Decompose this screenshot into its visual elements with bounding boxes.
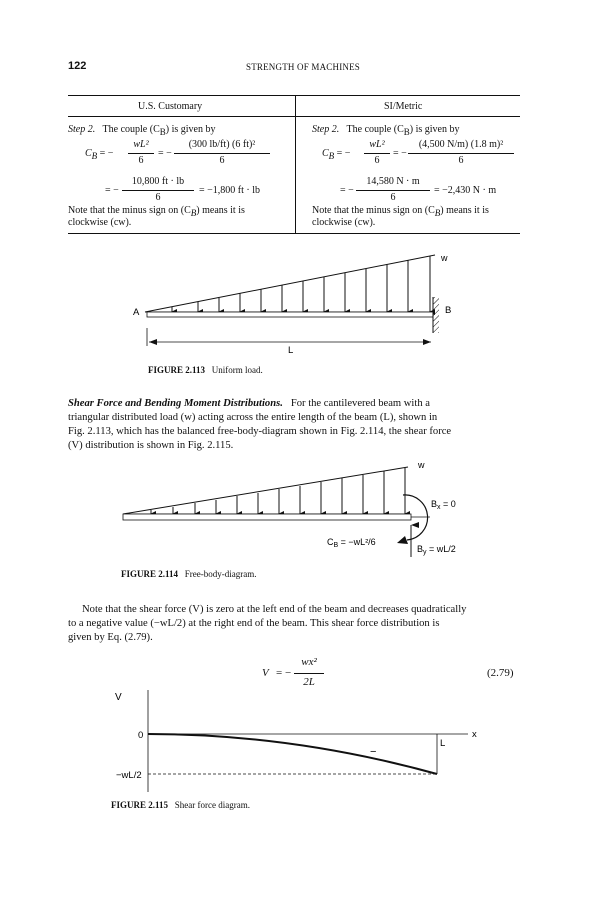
left-intro-text: The couple (C — [102, 124, 160, 135]
right-eq2: = − — [393, 148, 407, 159]
shear-line-3: given by Eq. (2.79). — [68, 632, 153, 643]
figure-2-114 — [0, 455, 600, 565]
fig115-caption — [111, 800, 250, 810]
left-lhs-sub: B — [91, 151, 98, 161]
left-note-sub: B — [190, 208, 197, 218]
fig114-bx-tail: = 0 — [440, 499, 456, 509]
wall-hatch — [433, 297, 439, 333]
running-title: STRENGTH OF MACHINES — [246, 62, 361, 72]
section-line-3: Fig. 2.113, which has the balanced free-body-diagram shown in Fig. 2.114, the shear force — [68, 426, 452, 437]
fbd-couple-arrowhead — [397, 536, 408, 544]
fig115-x-label: x — [472, 729, 477, 740]
eq-sign: = − — [276, 667, 292, 679]
section-line-1: For the cantilevered beam with a — [290, 398, 430, 409]
fig115-neg-label: −wL/2 — [116, 770, 142, 781]
left-intro-sub: B — [159, 127, 166, 137]
fig113-caption — [148, 365, 263, 375]
fig114-cb-label — [327, 537, 376, 549]
page-number: 122 — [68, 60, 87, 72]
left-result: = −1,800 ft · lb — [199, 185, 260, 196]
fig113-b-label: B — [445, 305, 452, 316]
section-line-2: triangular distributed load (w) acting across the entire length of the beam (L), shown in — [68, 412, 438, 423]
right-den2: 6 — [458, 155, 464, 166]
right-intro — [312, 124, 459, 137]
right-note-sub: B — [434, 208, 441, 218]
left-den3: 6 — [155, 192, 161, 203]
table-divider — [295, 96, 296, 233]
heading-si-metric: SI/Metric — [384, 101, 423, 112]
fig115-minus-sign: − — [370, 746, 377, 758]
right-step-label: Step 2. — [312, 124, 340, 135]
right-fracline1 — [364, 153, 390, 154]
fig115-caption-num: FIGURE 2.115 — [111, 800, 169, 810]
eq-den: 2L — [303, 676, 315, 688]
figure-2-113 — [0, 245, 600, 365]
left-den2: 6 — [219, 155, 225, 166]
shear-line-1: Note that the shear force (V) is zero at the left end of the beam and decreases quadratically — [82, 604, 467, 615]
right-result: = −2,430 N · m — [434, 185, 497, 196]
right-intro-sub: B — [403, 127, 410, 137]
fig113-a-label: A — [133, 307, 140, 318]
right-lhs-c: C — [322, 148, 329, 159]
section-heading: Shear Force and Bending Moment Distributions. — [68, 398, 283, 409]
fig114-cb-tail: = −wL²/6 — [338, 537, 376, 547]
fig114-cb-c: C — [327, 537, 334, 547]
right-fracline3 — [356, 190, 430, 191]
fig114-bx-sub: x — [437, 504, 441, 511]
fig114-by-b: B — [417, 544, 424, 554]
eq-fracline — [294, 673, 324, 674]
fig114-caption — [121, 569, 257, 579]
fig114-caption-num: FIGURE 2.114 — [121, 569, 179, 579]
fig113-caption-text: Uniform load. — [211, 365, 263, 375]
right-num3: 14,580 N · m — [366, 176, 420, 187]
section-paragraph — [68, 397, 520, 453]
fig113-w-label: w — [441, 253, 448, 263]
right-fracline2 — [408, 153, 514, 154]
fig113-l-label: L — [288, 345, 294, 356]
right-lhs — [322, 148, 350, 161]
left-eq3: = − — [105, 185, 119, 196]
left-num1: wL² — [133, 139, 149, 150]
left-fracline2 — [174, 153, 270, 154]
load-line — [145, 255, 435, 312]
left-eq2: = − — [158, 148, 172, 159]
right-note-line1: Note that the minus sign on (C — [312, 205, 435, 216]
left-eq1: = − — [99, 148, 114, 159]
right-den3: 6 — [390, 192, 396, 203]
left-lhs — [85, 148, 113, 161]
fig114-bx-b: B — [431, 499, 438, 509]
right-num1: wL² — [369, 139, 385, 150]
fig114-caption-text: Free-body-diagram. — [184, 569, 257, 579]
right-lhs-sub: B — [328, 151, 335, 161]
shear-paragraph — [68, 603, 520, 645]
fig114-cb-sub: B — [333, 542, 339, 549]
eq-num: wx² — [301, 656, 317, 668]
right-num2: (4,500 N/m) (1.8 m)² — [418, 139, 504, 150]
right-den1: 6 — [374, 155, 380, 166]
left-den1: 6 — [138, 155, 144, 166]
table-head-rule — [68, 116, 520, 117]
eq-number: (2.79) — [487, 667, 514, 679]
beam — [147, 312, 433, 317]
left-note-line2: clockwise (cw). — [68, 217, 132, 228]
fbd-load-arrows — [151, 468, 405, 514]
left-lhs-c: C — [85, 148, 92, 159]
right-note-line2: clockwise (cw). — [312, 217, 376, 228]
fig114-by-sub: y — [423, 549, 427, 556]
left-step-label: Step 2. — [68, 124, 96, 135]
table-top-rule — [68, 95, 520, 96]
load-arrows — [172, 256, 430, 312]
left-num3: 10,800 ft · lb — [131, 176, 185, 187]
fig114-by-tail: = wL/2 — [426, 544, 456, 554]
left-intro — [68, 124, 215, 137]
fig114-w-label: w — [418, 460, 425, 470]
section-line-4: (V) distribution is shown in Fig. 2.115. — [68, 440, 234, 451]
left-intro-tail: ) is given by — [165, 124, 216, 135]
shear-curve — [148, 734, 437, 774]
fbd-load-line — [123, 467, 408, 514]
eq-lhs: V — [262, 667, 269, 679]
fig114-bx-label — [431, 499, 456, 511]
left-num2: (300 lb/ft) (6 ft)² — [188, 139, 256, 150]
fig114-by-label — [417, 544, 456, 556]
fig115-l-label: L — [440, 738, 446, 749]
fig115-v-label: V — [115, 692, 122, 703]
fig113-caption-num: FIGURE 2.113 — [148, 365, 206, 375]
heading-us-customary: U.S. Customary — [138, 101, 203, 112]
fig115-zero-label: 0 — [138, 730, 144, 741]
fbd-beam — [123, 514, 411, 520]
figure-2-115 — [0, 680, 600, 795]
right-eq3: = − — [340, 185, 354, 196]
table-bottom-rule — [68, 233, 520, 234]
left-fracline3 — [122, 190, 194, 191]
right-note-tail: ) means it is — [440, 205, 489, 216]
shear-line-2: to a negative value (−wL/2) at the right end of the beam. This shear force distribution is — [68, 618, 440, 629]
right-intro-text: The couple (C — [346, 124, 404, 135]
fig115-caption-text: Shear force diagram. — [174, 800, 250, 810]
left-note-tail: ) means it is — [196, 205, 245, 216]
right-intro-tail: ) is given by — [409, 124, 460, 135]
left-note-line1: Note that the minus sign on (C — [68, 205, 191, 216]
right-eq1: = − — [336, 148, 351, 159]
left-fracline1 — [128, 153, 154, 154]
